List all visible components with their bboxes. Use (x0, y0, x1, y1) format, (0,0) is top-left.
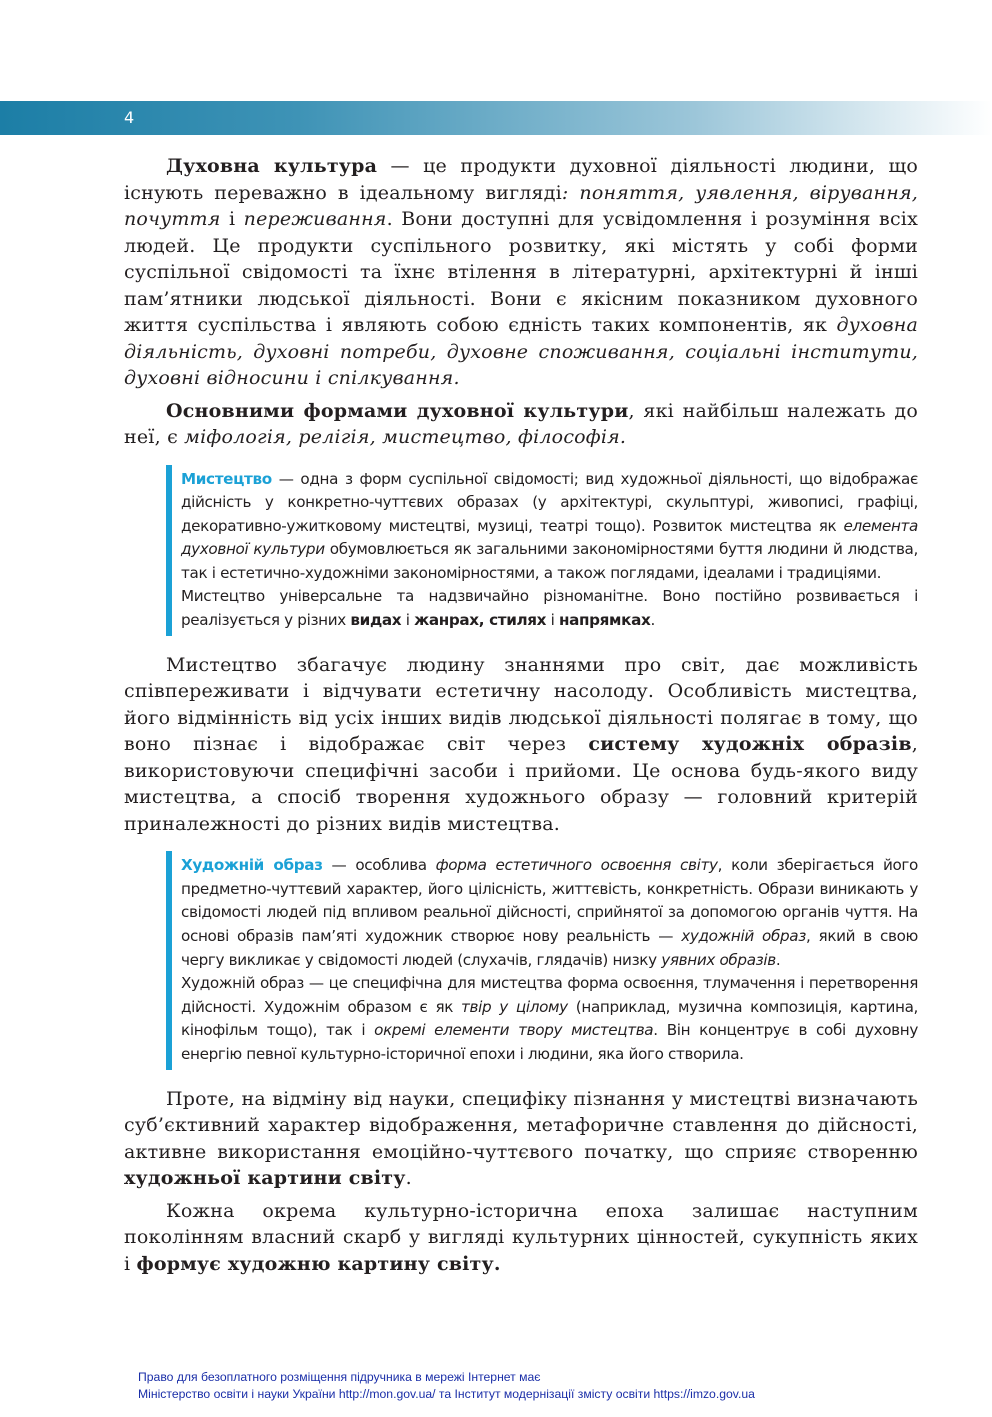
term-spiritual-culture: Духовна культура (166, 155, 378, 177)
text: і (401, 611, 415, 630)
copyright-footer (138, 1369, 755, 1403)
text: обумовлюється як загальними закономірностями буття людини й людства, так і естетично-художніми закономірностями, а також поглядами, ідеалами і традиціями. (181, 540, 918, 582)
page-content (124, 153, 918, 1283)
paragraph-spiritual-culture (124, 153, 918, 392)
emphasis: міфологія, релігія, мистецтво, філософія. (184, 426, 627, 448)
text: . (405, 1167, 412, 1189)
definition-artistic-image-continued (181, 972, 918, 1066)
text: , який в свою чергу викликає у свідомості людей (слухачів, глядачів) низку (181, 926, 918, 969)
term-art: Мистецтво (181, 469, 272, 488)
footer-line-1: Право для безоплатного розміщення підручника в мережі Інтернет має (138, 1370, 541, 1384)
bold-text: систему художніх образів (588, 733, 912, 756)
text: і (220, 208, 244, 230)
header-band (0, 101, 992, 135)
bold-text: видах (350, 611, 402, 630)
text: Художній образ — це специфічна для мистецтва форма освоєння, тлумачення і перетворення дійсності. Художнім образом є як (181, 974, 918, 1016)
emphasis: твір у цілому (461, 997, 568, 1016)
text: — це продукти духовної діяльності людини, що існують переважно в ідеальному вигляді (124, 155, 918, 204)
paragraph-historical-epoch (124, 1198, 918, 1278)
definition-box-artistic-image (166, 851, 918, 1069)
text: : (561, 181, 569, 204)
text: . Вони доступні для усвідомлення і розуміння всіх людей. Це продукти суспільного розвитку, які містять у собі форми суспільної свідомості та їхнє втілення в літературні, архітектурні й інші пам’ятники людської діяльності. Вони є якісним показником духовного життя суспільства і являють собою єдність таких компонентів, як (124, 208, 918, 336)
page-number: 4 (124, 108, 135, 127)
emphasis: переживання (243, 208, 387, 230)
definition-art-continued (181, 585, 918, 632)
text: , коли зберігається його предметно-чуттєвий характер, його цілісність, життєвість, конкретність. Образи виникають у свідомості людей під впливом реальної дійсності, сприйнятої за допомогою органів чуття. На основі образів пам’яті художник створює нову реальність — (181, 856, 918, 945)
text: , використовуючи специфічні засоби і прийоми. Це основа будь-якого виду мистецтва, а спосіб творення художнього образу — головний критерій приналежності до різних видів мистецтва. (124, 733, 918, 835)
emphasis: художній образ (681, 926, 806, 945)
paragraph-art-enriches (124, 652, 918, 838)
emphasis: поняття, уявлення, вірування, почуття (124, 181, 918, 230)
paragraph-main-forms (124, 398, 918, 451)
footer-line-2: Міністерство освіти і науки України http://mon.gov.ua/ та Інститут модернізації змісту освіти https://imzo.gov.ua (138, 1387, 755, 1401)
emphasis: окремі елементи твору мистецтва (374, 1021, 654, 1040)
text: Мистецтво універсальне та надзвичайно різноманітне. Воно постійно розвивається і реалізується у різних (181, 587, 918, 630)
term-main-forms: Основними формами духовної культури (166, 399, 629, 422)
bold-text: формує художню картину світу. (136, 1252, 501, 1275)
text: Мистецтво збагачує людину знаннями про світ, дає можливість співпереживати і відчувати естетичну насолоду. Особливість мистецтва, його відмінність від усіх інших видів людської діяльності полягає в тому, що воно пізнає і відображає світ через (124, 653, 918, 756)
text: — особлива (322, 856, 436, 875)
definition-box-art (166, 465, 918, 636)
text: , які найбільш належать до неї, є (124, 399, 918, 448)
term-artistic-image: Художній образ (181, 856, 323, 875)
text: — одна з форм суспільної свідомості; вид художньої діяльності, що відображає дійсність у конкретно-чуттєвих образах (у архітектурі, скульптурі, живописі, графіці, декоративно-ужитковому мистецтві, музиці, театрі тощо). Розвиток мистецтва як (181, 469, 918, 535)
text: . (775, 950, 781, 969)
paragraph-science-contrast (124, 1086, 918, 1192)
text: . (650, 611, 655, 630)
emphasis: форма естетичного освоєння світу (435, 856, 718, 875)
text: Проте, на відміну від науки, специфіку пізнання у мистецтві визначають суб’єктивний характер відображення, метафоричне ставлення до дійсності, активне використання емоційно-чуттєвого початку, що сприяє створенню (124, 1087, 918, 1163)
bold-text: художньої картини світу (124, 1167, 406, 1189)
definition-art (181, 468, 918, 586)
bold-text: жанрах, стилях (414, 611, 547, 630)
emphasis: елемента духовної культури (181, 516, 918, 559)
emphasis: уявних образів (661, 950, 776, 969)
bold-text: напрямках (558, 611, 651, 630)
text: Кожна окрема культурно-історична епоха залишає наступним поколінням власний скарб у вигляді культурних цінностей, сукупність яких і (124, 1199, 918, 1275)
text: (наприклад, музична композиція, картина, кінофільм тощо), так і (181, 997, 919, 1040)
emphasis: духовна діяльність, духовні потреби, духовне споживання, соціальні інститути, духовні відносини і спілкування. (124, 314, 918, 389)
text: і (546, 611, 559, 630)
text: . Він концентрує в собі духовну енергію певної культурно-історичної епохи і людини, яка його створила. (181, 1021, 918, 1063)
definition-artistic-image (181, 854, 918, 972)
